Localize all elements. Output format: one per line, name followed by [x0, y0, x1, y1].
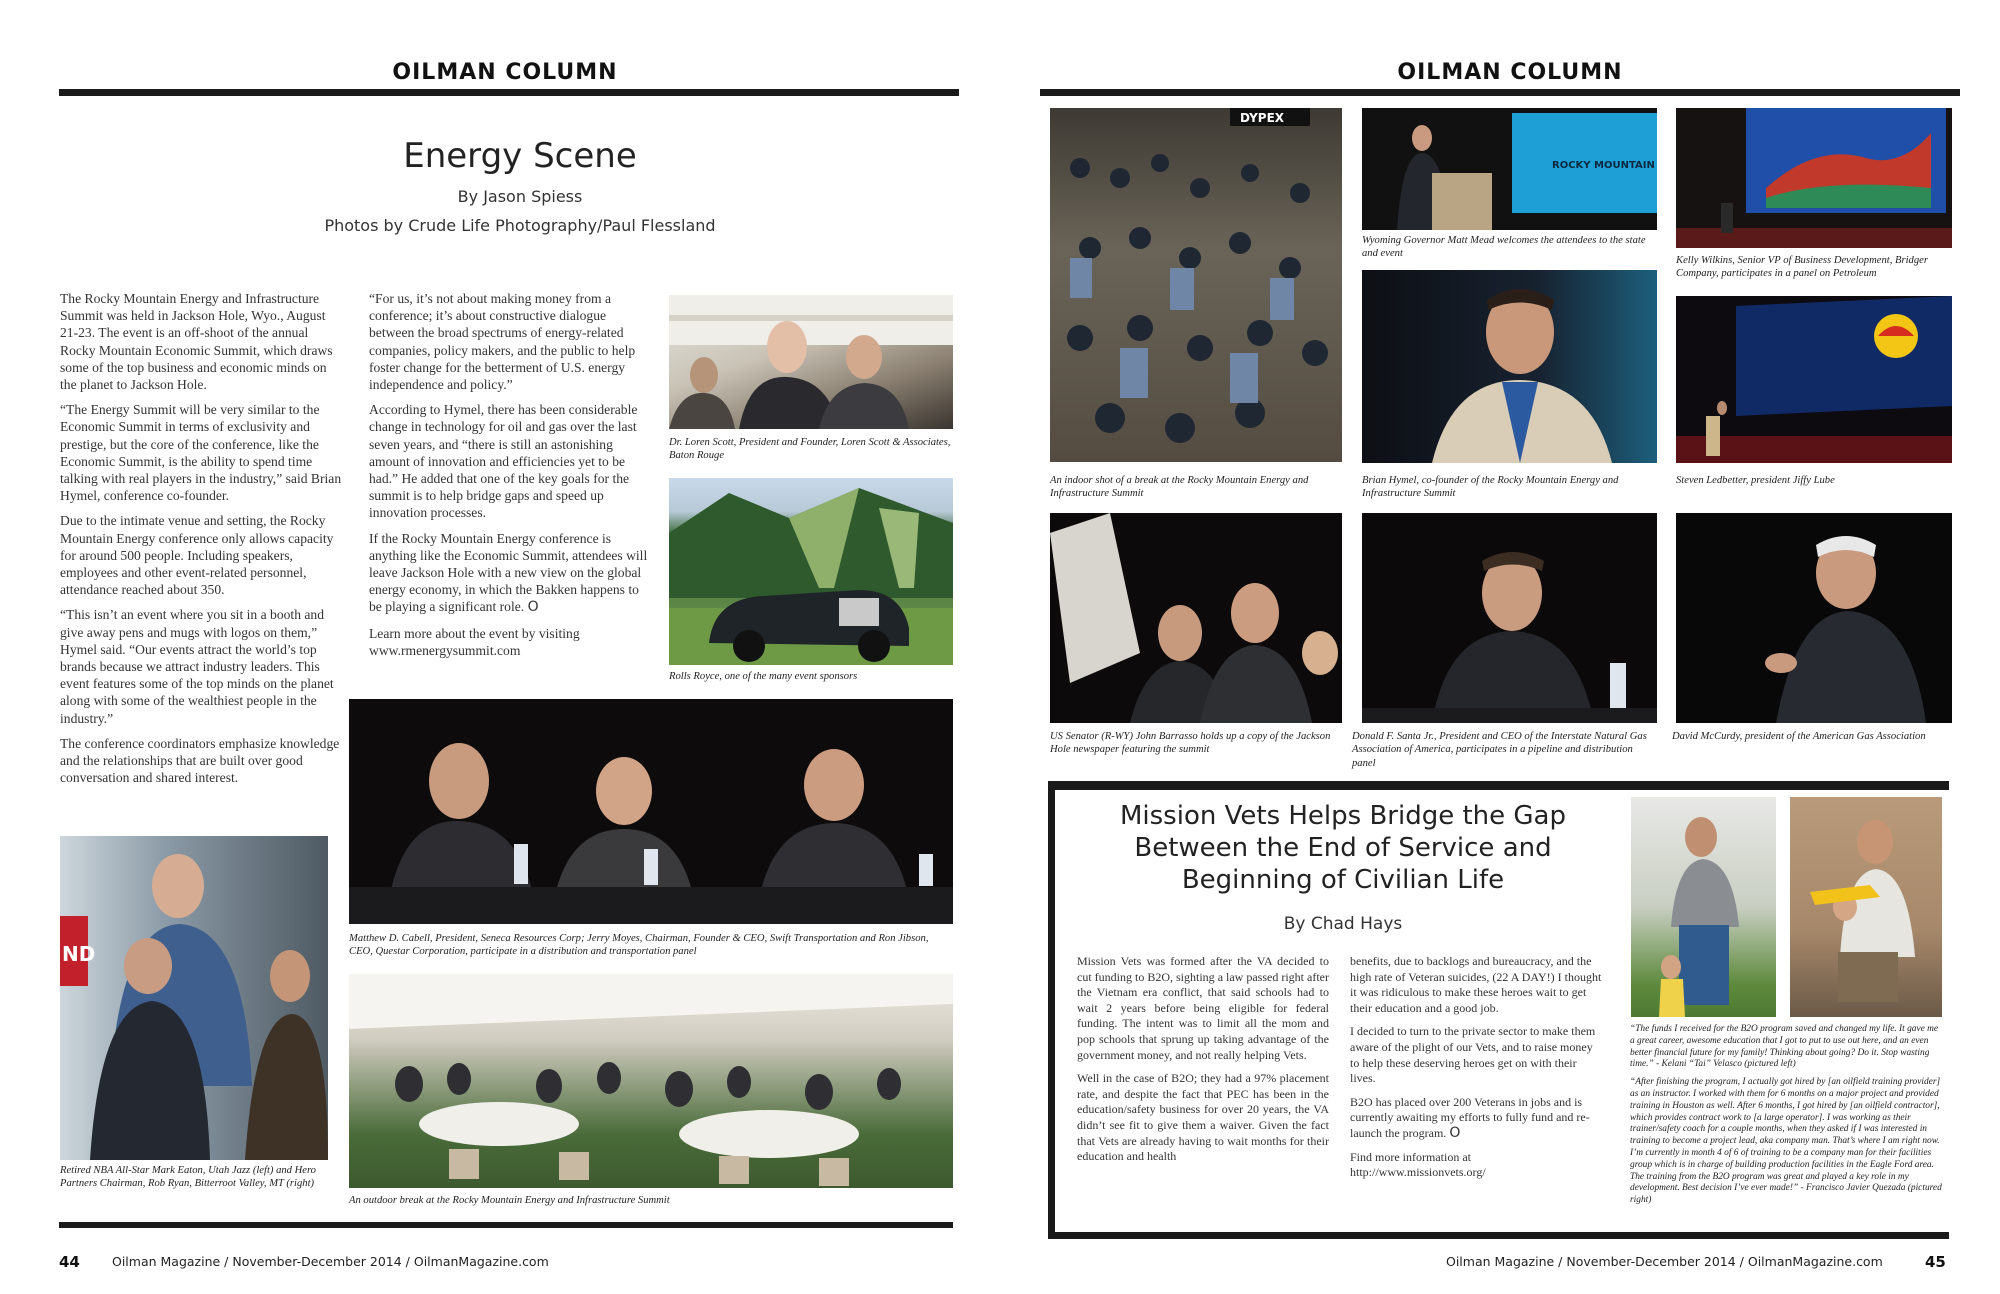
photo-brian-hymel-art [1362, 270, 1657, 463]
quote-francisco: “After finishing the program, I actually got hired by [an oilfield training provider] as an instructor. I worked with them for 6 months on a major project and provided training in Houston as well. After 6 months, I got hired by [an oilfield contractor], which provides contract work to [a large operator]. I was working as their trainer/safety coach for a couple months, when they asked if I was interested in training to become a project lead, aka company man. That’s where I am right now. I’m currently in month 4 of 6 of training to be a company man for their facilities group which is in charge of building production facilities in the Eagle Ford area. The training from the B2O program was great and played a key role in my development. Best decision I’ve ever made!” - Francisco Javier Quezada (pictured right) [1630, 1077, 1942, 1206]
caption-steven-ledbetter: Steven Ledbetter, president Jiffy Lube [1676, 475, 1835, 486]
photo-steven-ledbetter [1676, 296, 1952, 463]
article-title: Energy Scene [403, 136, 637, 176]
paragraph-text: If the Rocky Mountain Energy conference is anything like the Economic Summit, attendees will leave Jackson Hole with a new view on the global energy economy, in which the Bakken happens to be playing a significant role. [369, 530, 648, 615]
paragraph: “For us, it’s not about making money from a conference; it’s about constructive dialogue between the broad spectrums of energy-related companies, policy makers, and the public to help foster change for the betterment of U.S. energy independence and policy.” [369, 291, 636, 393]
caption-david-mccurdy: David McCurdy, president of the American Gas Association [1672, 731, 1926, 742]
photo-mark-eaton [60, 836, 328, 1160]
sign-text: ND [62, 942, 96, 966]
paragraph [1350, 1095, 1602, 1142]
photo-john-barrasso-art [1050, 513, 1342, 723]
paragraph: Mission Vets was formed after the VA decided to cut funding to B2O, sighting a law passed right after the Vietnam era conflict, that said schools had to wait 2 years before being eligible for federal funding. The intent was to limit all the mom and pop schools that sprung up taking advantage of the government money, and not really helping Vets. [1077, 954, 1329, 1062]
photo-donald-santa-art [1362, 513, 1657, 723]
photo-kelly-wilkins-art [1676, 108, 1952, 248]
photo-panel-art [349, 699, 953, 924]
photo-rolls-royce-art [669, 478, 953, 665]
paragraph: Find more information at http://www.missionvets.org/ [1350, 1149, 1486, 1180]
photo-outdoor-break-art [349, 974, 953, 1188]
photo-francisco-quezada-art [1790, 797, 1942, 1017]
caption-rolls-royce: Rolls Royce, one of the many event sponsors [669, 671, 858, 682]
caption-matt-mead: Wyoming Governor Matt Mead welcomes the attendees to the state and event [1362, 235, 1646, 260]
photo-indoor-crowd [1050, 108, 1342, 462]
mission-vets-column-2 [1350, 954, 1602, 1189]
photo-donald-santa [1362, 513, 1657, 723]
caption-indoor-crowd: An indoor shot of a break at the Rocky Mountain Energy and Infrastructure Summit [1050, 475, 1309, 500]
caption-outdoor-break: An outdoor break at the Rocky Mountain Energy and Infrastructure Summit [349, 1195, 670, 1206]
paragraph: Due to the intimate venue and setting, the Rocky Mountain Energy conference only allows capacity for around 500 people. Including speakers, employees and other event-related personnel, attendance reached about 350. [60, 513, 334, 598]
caption-donald-santa: Donald F. Santa Jr., President and CEO of the Interstate Natural Gas Association of America, participates in a pipeline and distribution panel [1352, 731, 1647, 769]
caption-john-barrasso: US Senator (R-WY) John Barrasso holds up a copy of the Jackson Hole newspaper featuring the summit [1050, 731, 1331, 756]
mission-vets-title: Mission Vets Helps Bridge the Gap Between the End of Service and Beginning of Civilian Life [1119, 801, 1566, 895]
caption-panel: Matthew D. Cabell, President, Seneca Resources Corp; Jerry Moyes, Chairman, Founder & CEO, Swift Transportation and Ron Jibson, CEO, Questar Corporation, participate in a distribution and transportation panel [349, 933, 929, 958]
photo-kelani-velasco-art [1631, 797, 1776, 1017]
mission-vets-byline: By Chad Hays [1283, 914, 1403, 934]
photo-mark-eaton-art [60, 836, 328, 1160]
photo-david-mccurdy-art [1676, 513, 1952, 723]
photo-matt-mead [1362, 108, 1657, 230]
paragraph: Well in the case of B2O; they had a 97% placement rate, and despite the fact that PEC has been in the education/safety business for over 20 years, the VA didn’t see fit to give them a waiver. Given the fact that Vets are already having to wait months for their education and health [1077, 1071, 1329, 1164]
article-column-1 [60, 290, 345, 794]
paragraph: Learn more about the event by visiting www.rmenergysummit.com [369, 625, 580, 658]
article-column-2 [369, 290, 653, 667]
paragraph-text: B2O has placed over 200 Veterans in jobs and is currently awaiting my efforts to fully fund and re-launch the program. [1350, 1094, 1590, 1140]
end-mark: O [527, 599, 539, 616]
paragraph: The conference coordinators emphasize knowledge and the relationships that are built over good conversation and shared interest. [60, 735, 340, 786]
paragraph: benefits, due to backlogs and bureaucracy, and the high rate of Veteran suicides, (22 A DAY!) I thought it was ridiculous to make these heroes wait to get their education and a good job. [1350, 954, 1602, 1015]
photo-loren-scott-art [669, 295, 953, 429]
caption-brian-hymel: Brian Hymel, co-founder of the Rocky Mountain Energy and Infrastructure Summit [1362, 475, 1619, 500]
right-header-rule [1040, 89, 1960, 96]
left-footer-text: Oilman Magazine / November-December 2014 / OilmanMagazine.com [112, 1254, 549, 1269]
photo-indoor-crowd-art [1050, 108, 1342, 462]
photo-credit: Photos by Crude Life Photography/Paul Flessland [324, 216, 716, 235]
paragraph: I decided to turn to the private sector to make them aware of the plight of our Vets, and to raise money to help these deserving heroes get on with their lives. [1350, 1024, 1596, 1086]
photo-kelani-velasco [1631, 797, 1776, 1017]
paragraph: According to Hymel, there has been considerable change in technology for oil and gas over the last seven years, and “there is still an astonishing amount of innovation and efficiencies yet to be had.” He added that one of the key goals for the summit is to help bridge gaps and speed up innovation processes. [369, 402, 638, 521]
photo-francisco-quezada [1790, 797, 1942, 1017]
photo-john-barrasso [1050, 513, 1342, 723]
right-footer-text: Oilman Magazine / November-December 2014 / OilmanMagazine.com [1446, 1254, 1883, 1269]
photo-loren-scott [669, 295, 953, 429]
left-header: OILMAN COLUMN [392, 60, 618, 85]
paragraph [369, 530, 653, 617]
photo-steven-ledbetter-art [1676, 296, 1952, 463]
right-page-number: 45 [1925, 1253, 1946, 1271]
caption-loren-scott: Dr. Loren Scott, President and Founder, Loren Scott & Associates, Baton Rouge [669, 437, 951, 462]
left-footer-rule [59, 1222, 953, 1228]
photo-kelly-wilkins [1676, 108, 1952, 248]
end-mark: O [1449, 1124, 1461, 1141]
right-header: OILMAN COLUMN [1397, 60, 1623, 85]
paragraph: “This isn’t an event where you sit in a booth and give away pens and mugs with logos on them,” Hymel said. “Our events attract the world’s top brands because we attract industry leaders. This event features some of the top minds on the planet along with some of the wealthiest people in the industry.” [60, 607, 334, 726]
quote-kelani: “The funds I received for the B2O program saved and changed my life. It gave me a great career, awesome education that I got to put to use out here, and an even better financial future for my family! Thinking about going? Do it. Stop wasting time.” - Kelani “Tai” Velasco (pictured left) [1630, 1024, 1939, 1070]
photo-matt-mead-art [1362, 108, 1657, 230]
caption-kelly-wilkins: Kelly Wilkins, Senior VP of Business Development, Bridger Company, participates in a panel on Petroleum [1676, 255, 1928, 280]
photo-david-mccurdy [1676, 513, 1952, 723]
photo-brian-hymel [1362, 270, 1657, 463]
left-page-number: 44 [59, 1253, 80, 1271]
mission-vets-quotes [1630, 1024, 1942, 1207]
left-header-rule [59, 89, 959, 96]
paragraph: The Rocky Mountain Energy and Infrastructure Summit was held in Jackson Hole, Wyo., August 21-23. The event is an off-shoot of the annual Rocky Mountain Economic Summit, which draws some of the top business and economic minds on the planet to Jackson Hole. [60, 291, 333, 393]
paragraph: “The Energy Summit will be very similar to the Economic Summit in terms of exclusivity and prestige, but the core of the conference, like the Economic Summit, is the ability to spend time talking with real players in the industry,” said Brian Hymel, conference co-founder. [60, 402, 342, 504]
photo-outdoor-break [349, 974, 953, 1188]
article-byline: By Jason Spiess [457, 187, 583, 206]
screen-text: ROCKY MOUNTAIN [1552, 160, 1655, 171]
caption-mark-eaton: Retired NBA All-Star Mark Eaton, Utah Jazz (left) and Hero Partners Chairman, Rob Ryan, Bitterroot Valley, MT (right) [60, 1165, 316, 1190]
photo-rolls-royce [669, 478, 953, 665]
mission-vets-column-1 [1077, 954, 1329, 1173]
banner-text: DYPEX [1240, 111, 1285, 125]
photo-panel [349, 699, 953, 924]
